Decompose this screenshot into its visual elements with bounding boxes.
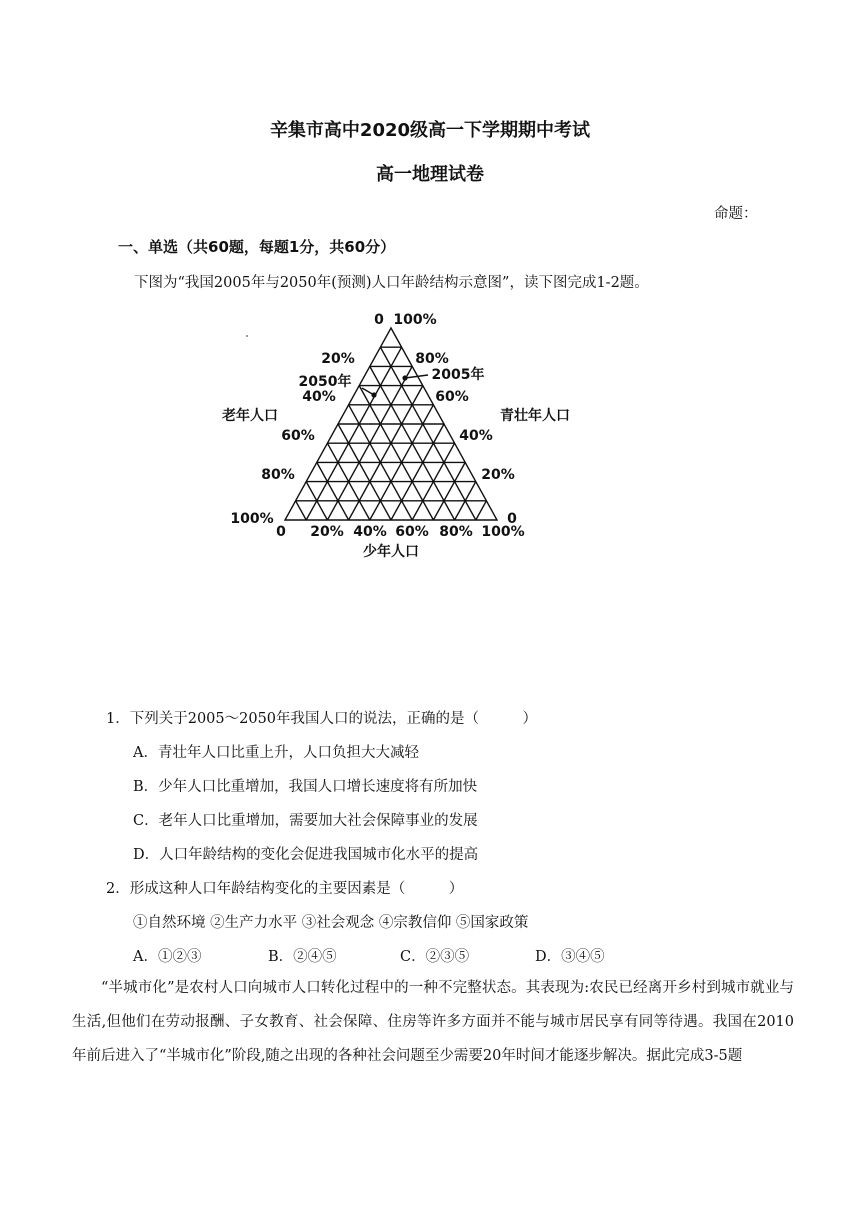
question-1-option-b: B．少年人口比重增加，我国人口增长速度将有所加快: [133, 779, 478, 795]
population-age-structure-diagram: [0, 300, 860, 570]
apex-label-hundred: 100%: [393, 312, 437, 328]
right-axis-tick: 80%: [415, 351, 449, 367]
right-axis-tick: 0: [507, 511, 517, 527]
left-axis-tick: 100%: [230, 511, 274, 527]
scan-dot: [246, 335, 248, 337]
bottom-axis-tick: 100%: [481, 524, 525, 540]
bottom-axis-tick: 20%: [310, 524, 344, 540]
right-axis-tick: 60%: [435, 389, 469, 405]
question-2-option-c: C．②③⑤: [400, 949, 470, 965]
left-axis-title: 老年人口: [222, 408, 278, 424]
question-2-stem: 2．形成这种人口年龄结构变化的主要因素是（ ）: [106, 881, 464, 897]
section-heading: 一、单选（共60题，每题1分，共60分）: [118, 238, 396, 256]
grid-line-left-slant: [349, 386, 423, 520]
right-axis-tick: 20%: [481, 467, 515, 483]
bottom-axis-tick: 60%: [395, 524, 429, 540]
grid-line-right-slant: [296, 501, 307, 520]
question-2-option-a: A．①②③: [133, 949, 202, 965]
bottom-axis-title: 少年人口: [363, 544, 419, 560]
apex-label-zero: 0: [374, 312, 384, 328]
left-axis-tick: 20%: [321, 351, 355, 367]
grid-line-left-slant: [391, 424, 444, 520]
label-2005: 2005年: [431, 367, 485, 383]
label-2050: 2050年: [298, 374, 352, 390]
question-2-option-b: B．②④⑤: [268, 949, 337, 965]
question-2-option-d: D．③④⑤: [535, 949, 605, 965]
question-1-stem: 1．下列关于2005～2050年我国人口的说法，正确的是（ ）: [106, 711, 538, 727]
bottom-axis-tick: 40%: [353, 524, 387, 540]
right-axis-title: 青壮年人口: [500, 408, 570, 424]
bottom-axis-tick: 80%: [439, 524, 473, 540]
exam-school-title: 辛集市高中2020级高一下学期期中考试: [269, 120, 591, 141]
author-label: 命题：: [714, 206, 758, 222]
left-axis-tick: 60%: [281, 428, 315, 444]
question-2-choices: ①自然环境 ②生产力水平 ③社会观念 ④宗教信仰 ⑤国家政策: [133, 915, 529, 931]
question-1-option-d: D．人口年龄结构的变化会促进我国城市化水平的提高: [133, 847, 479, 863]
diagram-intro: 下图为“我国2005年与2050年(预测)人口年龄结构示意图”，读下图完成1-2题。: [134, 275, 649, 291]
grid-line-right-slant: [338, 424, 391, 520]
grid-line-left-slant: [476, 501, 487, 520]
exam-paper-title: 高一地理试卷: [376, 164, 484, 185]
left-axis-tick: 80%: [261, 467, 295, 483]
question-1-option-c: C．老年人口比重增加，需要加大社会保障事业的发展: [133, 813, 478, 829]
bottom-axis-tick: 0: [276, 524, 286, 540]
right-axis-tick: 40%: [459, 428, 493, 444]
passage-semi-urbanization: “半城市化”是农村人口向城市人口转化过程中的一种不完整状态。其表现为:农民已经离开乡村到城市就业与生活,但他们在劳动报酬、子女教育、社会保障、住房等许多方面并不能与城市居民享有同等待遇。我国在2010年前后进入了“半城市化”阶段,随之出现的各种社会问题至少需要20年时间才能逐步解决。据此完成3-5题: [72, 980, 794, 1064]
grid-line-right-slant: [359, 386, 433, 520]
point-2005: [402, 375, 407, 380]
point-2050: [371, 392, 376, 397]
question-1-option-a: A．青壮年人口比重上升，人口负担大大减轻: [133, 745, 419, 761]
left-axis-tick: 40%: [302, 389, 336, 405]
